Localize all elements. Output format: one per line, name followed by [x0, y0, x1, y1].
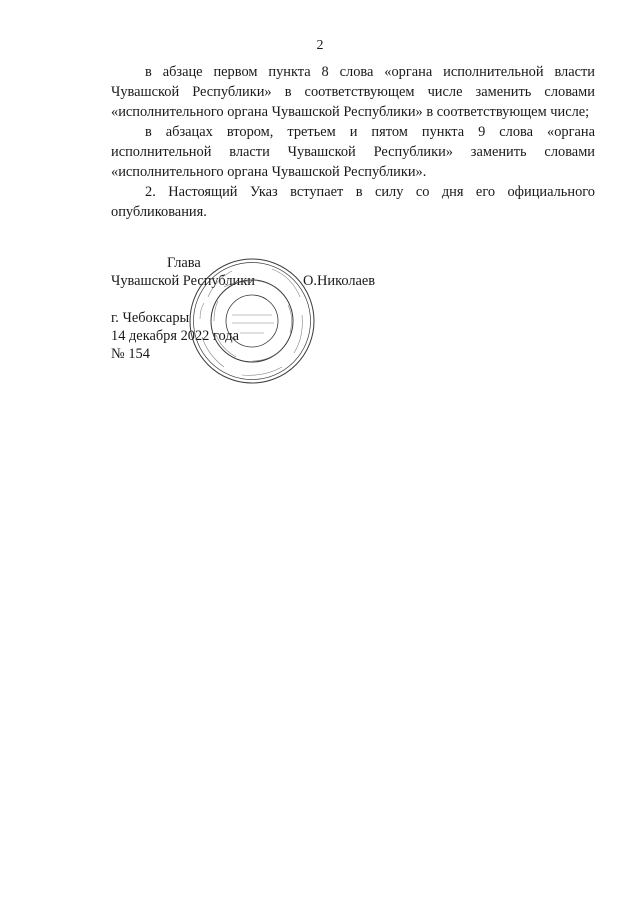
paragraph-effective-date: 2. Настоящий Указ вступает в силу со дня его официального опубликования.	[111, 184, 595, 220]
signatory-title-line1: Глава	[167, 255, 201, 271]
signatory-name: О.Николаев	[303, 273, 376, 289]
paragraph-item-9: в абзацах втором, третьем и пятом пункта 9 слова «органа исполнительной власти Чувашской Республики» заменить словами «исполнительного органа Чувашской Республики».	[111, 124, 595, 180]
signatory-title-line2: Чувашской Республики	[111, 273, 255, 289]
decree-number: № 154	[111, 346, 150, 362]
decree-body	[111, 62, 595, 222]
signing-date: 14 декабря 2022 года	[111, 328, 240, 344]
page-number: 2	[316, 38, 324, 53]
paragraph-item-8: в абзаце первом пункта 8 слова «органа исполнительной власти Чувашской Республики» в соответствующем числе заменить словами «исполнительного органа Чувашской Республики» в соответствующем числе;	[111, 64, 595, 120]
signing-city: г. Чебоксары	[111, 310, 190, 326]
seal-graphic	[188, 257, 316, 385]
official-seal-icon	[188, 257, 316, 385]
